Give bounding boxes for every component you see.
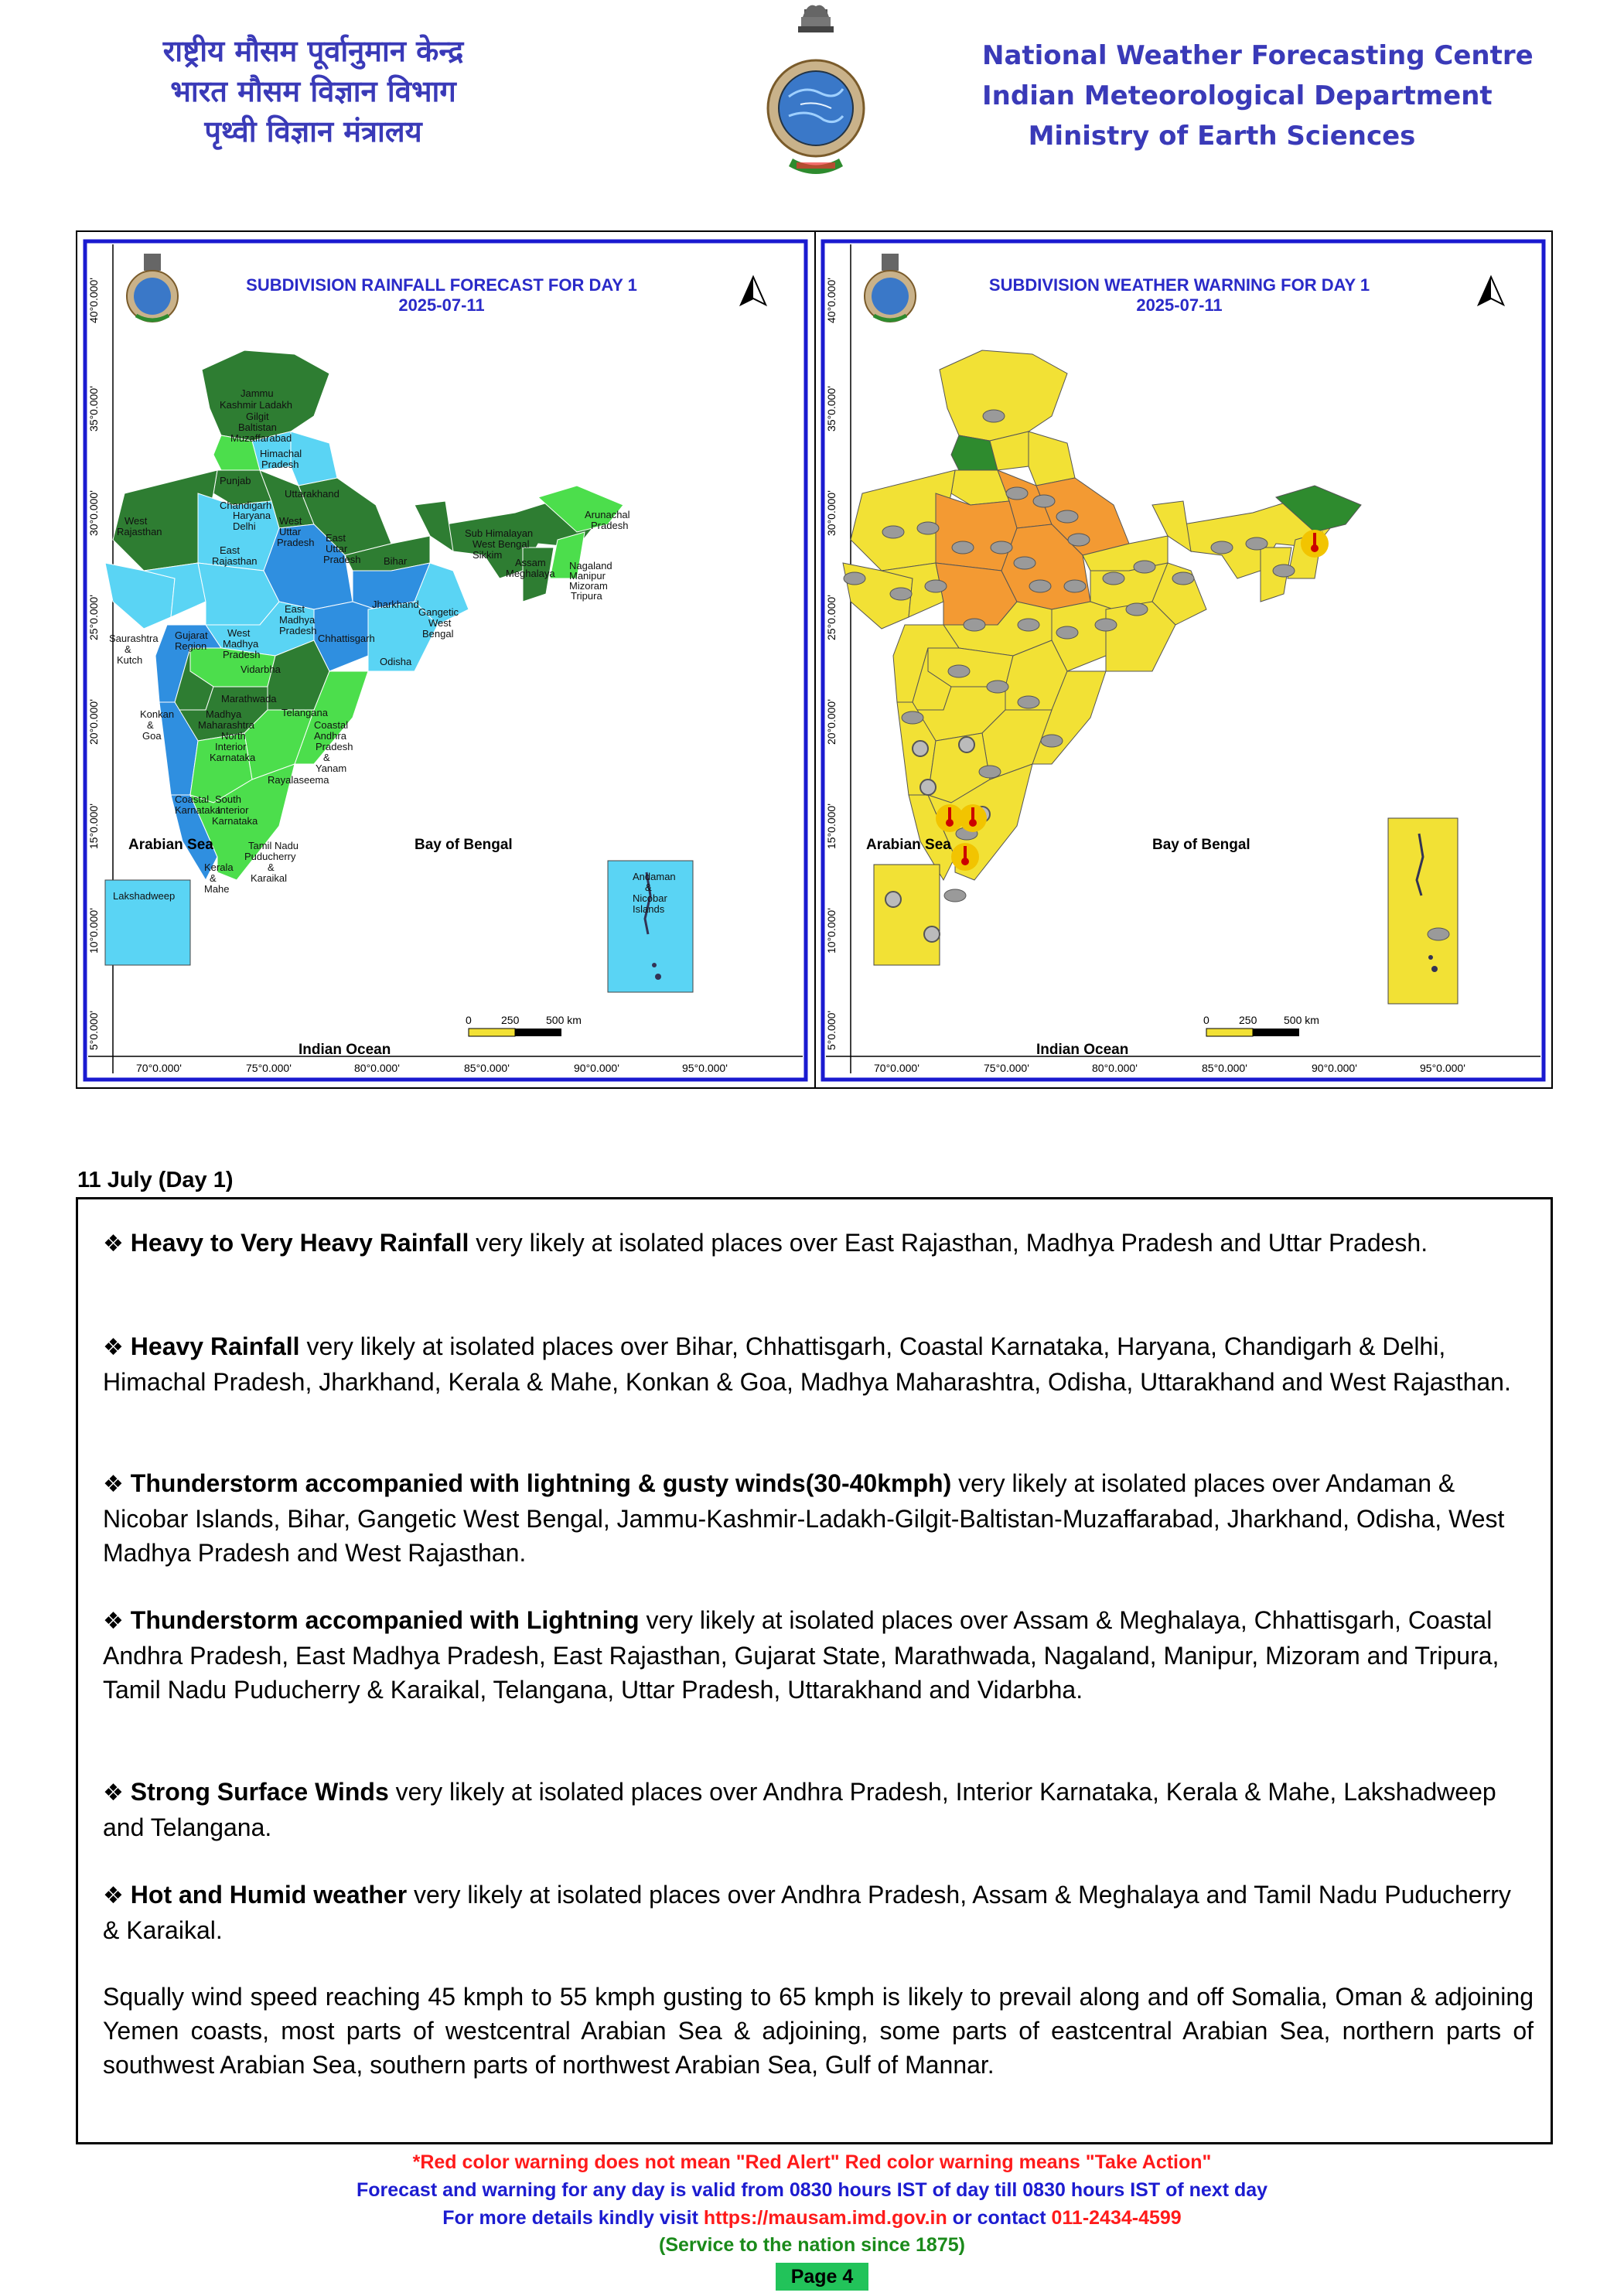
warning-heading: Hot and Humid weather (130, 1881, 408, 1909)
region-label: Delhi (233, 520, 256, 532)
warning-heading: Heavy to Very Heavy Rainfall (130, 1229, 469, 1257)
english-line-3: Ministry of Earth Sciences (1028, 121, 1416, 152)
region-label: Telangana (281, 707, 328, 718)
hindi-line-3: पृथ्वी विज्ञान मंत्रालय (204, 114, 422, 148)
region-label: East (220, 544, 241, 556)
lat-tick: 35°0.000' (87, 386, 100, 432)
region-label: Pradesh (223, 649, 261, 660)
footer-validity: Forecast and warning for any day is valid from 0830 hours IST of day till 0830 hours IST of next day (356, 2179, 1268, 2201)
lon-tick: 80°0.000' (1092, 1062, 1138, 1074)
region-label: & (645, 882, 652, 893)
region-label: Bengal (422, 628, 454, 640)
hindi-org-title (101, 31, 526, 152)
lat-tick: 15°0.000' (825, 803, 838, 849)
region-label: Rayalaseema (268, 774, 329, 786)
region-label: Muzaffarabad (230, 432, 292, 444)
region-label: Konkan (140, 708, 175, 720)
lon-tick: 90°0.000' (1312, 1062, 1357, 1074)
warning-item (103, 1329, 1534, 1399)
lat-tick: 20°0.000' (87, 699, 100, 745)
english-line-2: Indian Meteorological Department (982, 80, 1493, 111)
lon-tick: 85°0.000' (464, 1062, 510, 1074)
map-title: SUBDIVISION RAINFALL FORECAST FOR DAY 1 (246, 275, 637, 295)
region-label: Tamil Nadu (248, 840, 299, 851)
region-label: West (125, 515, 148, 527)
page-number-badge: Page 4 (776, 2263, 868, 2291)
lat-tick: 25°0.000' (87, 595, 100, 640)
region-label: Rajasthan (212, 555, 258, 567)
region-label: Saurashtra (109, 633, 159, 644)
region-label: Chandigarh (220, 500, 272, 511)
region-label: Karnataka (210, 752, 256, 763)
day-label: 11 July (Day 1) (77, 1168, 234, 1192)
region-label: Pradesh (277, 537, 315, 548)
lon-tick: 90°0.000' (574, 1062, 619, 1074)
maps-divider (814, 230, 816, 1089)
region-label: West (428, 617, 452, 629)
region-label: Interior (217, 804, 249, 816)
scale-label: 0 (466, 1014, 472, 1026)
footer-red-warning: *Red color warning does not mean "Red Alert" Red color warning means "Take Action" (412, 2151, 1212, 2173)
warning-text: very likely at isolated places over Assam & Meghalaya, Chhattisgarh, Coastal Andhra Pradesh, East Madhya Pradesh, East Rajasthan, Gujarat State, Marathwada, Nagaland, Manipur, Mizoram and Tripura, Tamil Nadu Puducherry & Karaikal, Telangana, Uttar Pradesh, Uttarakhand and Vidarbha. (103, 1606, 1499, 1704)
region-label: Odisha (380, 656, 412, 667)
region-label: Pradesh (261, 459, 299, 470)
squall-text: Squally wind speed reaching 45 kmph to 55 kmph gusting to 65 kmph is likely to prevail along and off Somalia, Oman & adjoining Yemen coasts, most parts of westcentral Arabian Sea & adjoining, some parts of eastcentral Arabian Sea, northern parts of southwest Arabian Sea, southern parts of northwest Arabian Sea, Gulf of Mannar. (103, 1983, 1534, 2079)
region-label: North (221, 730, 246, 742)
region-label: Pradesh (591, 520, 629, 531)
region-label: Uttar (279, 526, 302, 537)
footer-service: (Service to the nation since 1875) (659, 2234, 965, 2256)
sea-label: Bay of Bengal (1152, 837, 1250, 853)
region-label: Himachal (260, 448, 302, 459)
lat-tick: 35°0.000' (825, 386, 838, 432)
region-label: Madhya (206, 708, 242, 720)
lon-tick: 70°0.000' (874, 1062, 919, 1074)
region-label: Madhya (223, 638, 259, 650)
scale-label: 250 (501, 1014, 520, 1026)
scale-label: 500 km (1284, 1014, 1319, 1026)
region-label: Kerala (204, 861, 234, 873)
region-label: Vidarbha (241, 664, 281, 675)
lon-tick: 70°0.000' (136, 1062, 182, 1074)
region-label: Pradesh (279, 625, 317, 636)
warning-item (103, 1226, 1534, 1261)
warning-text: very likely at isolated places over East Rajasthan, Madhya Pradesh and Uttar Pradesh. (469, 1229, 1428, 1257)
region-label: Arunachal (585, 509, 630, 520)
region-label: Manipur (569, 570, 606, 582)
weather-warning-map (820, 238, 1547, 1083)
region-label: Rajasthan (117, 526, 162, 537)
warning-item (103, 1878, 1534, 1947)
region-label: Coastal (314, 719, 349, 731)
region-label: Uttarakhand (285, 488, 339, 500)
map-title: SUBDIVISION WEATHER WARNING FOR DAY 1 (988, 275, 1370, 295)
sea-label: Arabian Sea (866, 837, 951, 853)
region-label: Interior (215, 741, 247, 752)
warning-item (103, 1466, 1534, 1570)
region-label: Haryana (233, 510, 271, 521)
warning-heading: Thunderstorm accompanied with lightning & gusty winds(30-40kmph) (130, 1469, 952, 1497)
warning-text: very likely at isolated places over Andhra Pradesh, Assam & Meghalaya and Tamil Nadu Puducherry & Karaikal. (103, 1881, 1511, 1944)
region-label: & (268, 861, 275, 873)
lon-tick: 95°0.000' (682, 1062, 728, 1074)
region-label: Punjab (220, 475, 251, 486)
region-label: Gangetic (418, 606, 459, 618)
scale-label: 250 (1239, 1014, 1257, 1026)
bullet-icon: ❖ (103, 1608, 124, 1635)
bullet-icon: ❖ (103, 1230, 124, 1257)
region-label: Puducherry (244, 851, 296, 862)
region-label: Nagaland (569, 560, 612, 571)
lat-tick: 30°0.000' (87, 490, 100, 536)
region-label: Pradesh (316, 741, 353, 752)
phone-number: 011-2434-4599 (1051, 2207, 1182, 2229)
lat-tick: 40°0.000' (87, 278, 100, 323)
sea-label: Arabian Sea (128, 837, 213, 853)
lat-tick: 15°0.000' (87, 803, 100, 849)
warning-item (103, 1775, 1534, 1844)
website-link[interactable]: https://mausam.imd.gov.in (703, 2207, 947, 2229)
region-label: Gilgit (246, 411, 269, 422)
lat-tick: 5°0.000' (825, 1010, 838, 1050)
warning-heading: Thunderstorm accompanied with Lightning (130, 1606, 640, 1634)
region-label: Yanam (316, 762, 347, 774)
warning-heading: Strong Surface Winds (130, 1778, 389, 1806)
region-label: Nicobar (633, 892, 667, 904)
region-label: Jharkhand (372, 599, 419, 610)
footer-contact-mid: or contact (947, 2207, 1052, 2229)
region-label: West (227, 627, 251, 639)
lon-tick: 75°0.000' (246, 1062, 292, 1074)
map-date: 2025-07-11 (1136, 295, 1223, 315)
region-label: & (210, 872, 217, 884)
lat-tick: 20°0.000' (825, 699, 838, 745)
lon-tick: 95°0.000' (1420, 1062, 1465, 1074)
region-label: Marathwada (221, 693, 277, 704)
warning-heading: Heavy Rainfall (130, 1332, 300, 1360)
footer-contact-prefix: For more details kindly visit (442, 2207, 704, 2229)
english-line-1: National Weather Forecasting Centre (982, 40, 1534, 71)
region-label: & (125, 643, 131, 655)
region-label: Sikkim (473, 549, 503, 561)
region-label: Maharashtra (198, 719, 254, 731)
region-label: Karnataka (212, 815, 258, 827)
region-label: Andhra (314, 730, 346, 742)
region-label: Chhattisgarh (318, 633, 375, 644)
region-label: Bihar (384, 555, 408, 567)
lat-tick: 5°0.000' (87, 1010, 100, 1050)
region-label: Jammu (241, 387, 274, 399)
lon-tick: 80°0.000' (354, 1062, 400, 1074)
scale-label: 0 (1203, 1014, 1209, 1026)
region-label: East (326, 532, 346, 544)
bullet-icon: ❖ (103, 1882, 124, 1909)
region-label: Assam (515, 557, 546, 568)
region-label: Mahe (204, 883, 230, 895)
bullet-icon: ❖ (103, 1334, 124, 1361)
region-label: Mizoram (569, 580, 608, 592)
region-label: Gujarat (175, 629, 208, 641)
lat-tick: 25°0.000' (825, 595, 838, 640)
rainfall-forecast-map (82, 238, 809, 1083)
lat-tick: 10°0.000' (87, 908, 100, 954)
region-label: Tripura (571, 590, 602, 602)
region-label: Baltistan (238, 421, 277, 433)
english-org-title (982, 36, 1534, 156)
region-label: Andaman (633, 871, 676, 882)
imd-emblem-logo (766, 0, 866, 186)
lon-tick: 85°0.000' (1202, 1062, 1247, 1074)
sea-label: Indian Ocean (1036, 1042, 1129, 1058)
hindi-line-1: राष्ट्रीय मौसम पूर्वानुमान केन्द्र (162, 34, 464, 68)
footer-contact (0, 2207, 1624, 2229)
region-label: Kutch (117, 654, 143, 666)
region-label: Coastal (175, 793, 210, 805)
warning-text: very likely at isolated places over Bihar, Chhattisgarh, Coastal Karnataka, Haryana, Chandigarh & Delhi, Himachal Pradesh, Jharkhand, Kerala & Mahe, Konkan & Goa, Madhya Maharashtra, Odisha, Uttarakhand and West Rajasthan. (103, 1332, 1511, 1396)
region-label: West Bengal (473, 538, 530, 550)
scale-label: 500 km (546, 1014, 582, 1026)
region-label: Islands (633, 903, 665, 915)
warning-text: very likely at isolated places over Andaman & Nicobar Islands, Bihar, Gangetic West Bengal, Jammu-Kashmir-Ladakh-Gilgit-Baltistan-Muzaffarabad, Jharkhand, Odisha, West Madhya Pradesh and West Rajasthan. (103, 1469, 1505, 1567)
lat-tick: 10°0.000' (825, 908, 838, 954)
sea-label: Indian Ocean (299, 1042, 391, 1058)
region-label: Region (175, 640, 207, 652)
region-label: Karnataka (175, 804, 221, 816)
region-label: & (323, 752, 330, 763)
region-label: Kashmir Ladakh (220, 399, 292, 411)
region-label: Goa (142, 730, 162, 742)
region-label: Karaikal (251, 872, 287, 884)
region-label: East (285, 603, 305, 615)
lon-tick: 75°0.000' (984, 1062, 1029, 1074)
bullet-icon: ❖ (103, 1779, 124, 1806)
region-label: South (215, 793, 241, 805)
region-label: & (147, 719, 154, 731)
region-label: West (279, 515, 302, 527)
lat-tick: 30°0.000' (825, 490, 838, 536)
warning-text: very likely at isolated places over Andhra Pradesh, Interior Karnataka, Kerala & Mahe, Lakshadweep and Telangana. (103, 1778, 1496, 1841)
sea-label: Bay of Bengal (415, 837, 513, 853)
region-label: Meghalaya (506, 568, 555, 579)
region-label: Madhya (279, 614, 316, 626)
bullet-icon: ❖ (103, 1471, 124, 1498)
warning-item (103, 1603, 1534, 1707)
region-label: Pradesh (323, 554, 361, 565)
region-label: Lakshadweep (113, 890, 176, 902)
map-date: 2025-07-11 (398, 295, 485, 315)
region-label: Uttar (326, 543, 348, 554)
region-label: Sub Himalayan (465, 527, 534, 539)
lat-tick: 40°0.000' (825, 278, 838, 323)
hindi-line-2: भारत मौसम विज्ञान विभाग (170, 74, 456, 108)
